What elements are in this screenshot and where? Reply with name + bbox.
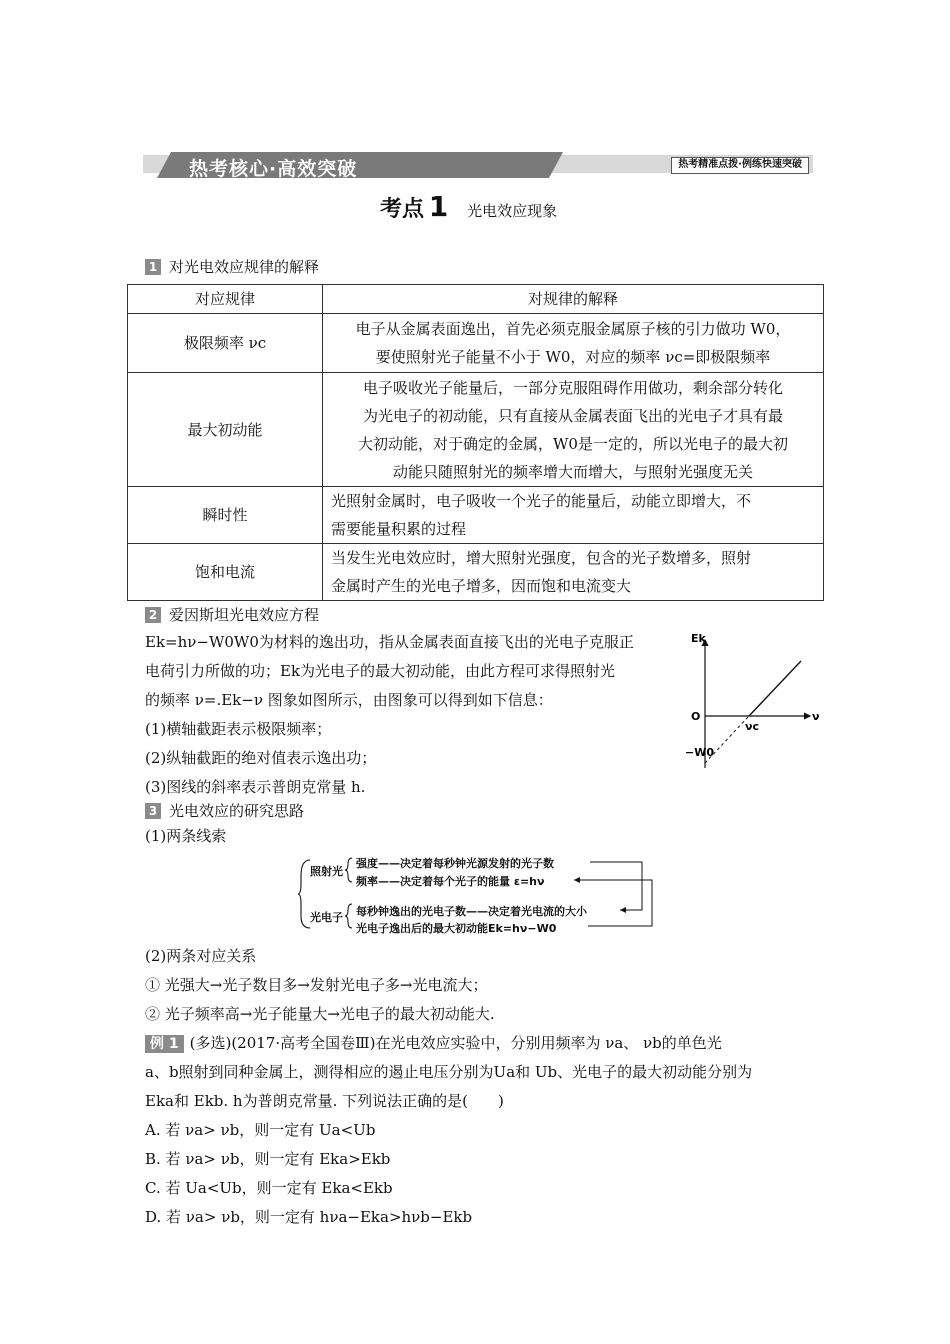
y-axis-label: Ek (691, 632, 706, 645)
example-text: (多选)(2017·高考全国卷Ⅲ)在光电效应实验中，分别用频率为 νa、 νb的单色光 (189, 1034, 722, 1052)
banner-subtitle: 热考精准点拨·例练快速突破 (671, 157, 809, 174)
ek-line (749, 661, 801, 716)
table-row (128, 314, 824, 373)
cell-line: 光照射金属时，电子吸收一个光子的能量后，动能立即增大，不 (331, 492, 752, 510)
text-line: (2)两条对应关系 (145, 947, 257, 965)
heading-topic: 光电效应现象 (467, 202, 558, 220)
example-line: Eka和 Ekb. h为普朗克常量. 下列说法正确的是( ) (145, 1092, 504, 1110)
table-row (128, 544, 824, 601)
option-c: C. 若 Ua<Ub，则一定有 Eka<Ekb (145, 1179, 393, 1197)
text-line: (2)纵轴截距的绝对值表示逸出功； (145, 749, 377, 767)
table-cell-rule: 极限频率 νc (128, 314, 323, 373)
table-row (128, 487, 824, 544)
section-3-sub1: (1)两条线索 (145, 827, 227, 845)
cell-line: 电子吸收光子能量后，一部分克服阻碍作用做功，剩余部分转化 (362, 378, 783, 397)
diagram-light: 照射光 (310, 865, 343, 878)
section-2-body (145, 628, 675, 802)
diagram-count: 每秒钟逸出的光电子数——决定着光电流的大小 (356, 905, 587, 918)
text-line: Ek=hν−W0W0为材料的逸出功，指从金属表面直接飞出的光电子克服正 (145, 633, 634, 651)
section-2-title (145, 604, 319, 625)
text-line: 的频率 ν=.Ek−ν 图象如图所示，由图象可以得到如下信息： (145, 691, 553, 709)
heading-number: 1 (428, 190, 449, 223)
text-line: ② 光子频率高→光子能量大→光电子的最大初动能大. (145, 1005, 495, 1023)
table-cell-explanation (323, 373, 824, 487)
example-line: a、b照射到同种金属上，测得相应的遏止电压分别为Ua和 Ub、光电子的最大初动能分别为 (145, 1063, 753, 1081)
heading-label: 考点 (380, 197, 425, 222)
cell-line: 大初动能，对于确定的金属，W0是一定的，所以光电子的最大初 (358, 434, 788, 453)
x-axis-label: ν (812, 710, 820, 723)
example-block (145, 1029, 825, 1232)
section-2-badge: 2 (145, 607, 161, 623)
table-header: 对应规律 (128, 285, 323, 314)
origin-label: O (691, 710, 701, 723)
diagram-frequency: 频率——决定着每个光子的能量 ε=hν (356, 875, 545, 888)
section-1-badge: 1 (145, 259, 161, 275)
section-3-title (145, 800, 304, 821)
cell-line: 要使照射光子能量不小于 W0，对应的频率 νc=即极限频率 (375, 348, 771, 366)
table-cell-explanation (323, 487, 824, 544)
diagram-energy: 光电子逸出后的最大初动能Ek=hν−W0 (356, 922, 557, 935)
topic-heading (380, 190, 557, 223)
diagram-intensity: 强度——决定着每秒钟光源发射的光子数 (356, 857, 554, 870)
cell-line: 需要能量积累的过程 (331, 520, 467, 538)
intercept-y-label: −W0 (685, 746, 715, 759)
section-3-badge: 3 (145, 803, 161, 819)
section-1-title (145, 256, 319, 277)
rules-table (127, 284, 824, 601)
example-line (145, 1029, 825, 1058)
text-line: ① 光强大→光子数目多→发射光电子多→光电流大； (145, 976, 488, 994)
text-line: 电荷引力所做的功；Ek为光电子的最大初动能，由此方程可求得照射光 (145, 662, 616, 680)
banner-title: 热考核心·高效突破 (189, 158, 358, 180)
section-1-text: 对光电效应规律的解释 (169, 258, 320, 276)
table-cell-rule: 最大初动能 (128, 373, 323, 487)
diagram-photoelectron: 光电子 (310, 911, 343, 924)
ek-nu-graph (685, 628, 825, 778)
table-cell-rule: 瞬时性 (128, 487, 323, 544)
table-row (128, 373, 824, 487)
section-3-body (145, 942, 495, 1029)
cell-line: 金属时产生的光电子增多，因而饱和电流变大 (331, 577, 632, 595)
section-banner (143, 152, 813, 180)
clue-diagram (298, 854, 658, 934)
text-line: (1)横轴截距表示极限频率； (145, 720, 332, 738)
intercept-x-label: νc (745, 720, 760, 733)
table-header-row (128, 285, 824, 314)
text-line: (3)图线的斜率表示普朗克常量 h. (145, 778, 366, 796)
table-cell-explanation (323, 314, 824, 373)
cell-line: 电子从金属表面逸出，首先必须克服金属原子核的引力做功 W0， (355, 320, 791, 338)
cell-line: 当发生光电效应时，增大照射光强度，包含的光子数增多，照射 (331, 549, 752, 567)
option-a: A. 若 νa> νb，则一定有 Ua<Ub (145, 1121, 376, 1139)
table-cell-rule: 饱和电流 (128, 544, 323, 601)
option-b: B. 若 νa> νb，则一定有 Eka>Ekb (145, 1150, 391, 1168)
table-header: 对规律的解释 (323, 285, 824, 314)
example-badge: 例 1 (145, 1035, 184, 1053)
cell-line: 动能只随照射光的频率增大而增大，与照射光强度无关 (392, 462, 753, 481)
cell-line: 为光电子的初动能，只有直接从金属表面飞出的光电子才具有最 (362, 406, 783, 425)
option-d: D. 若 νa> νb，则一定有 hνa−Eka>hνb−Ekb (145, 1208, 473, 1226)
section-3-text: 光电效应的研究思路 (169, 802, 305, 820)
table-cell-explanation (323, 544, 824, 601)
section-2-text: 爱因斯坦光电效应方程 (169, 606, 320, 624)
